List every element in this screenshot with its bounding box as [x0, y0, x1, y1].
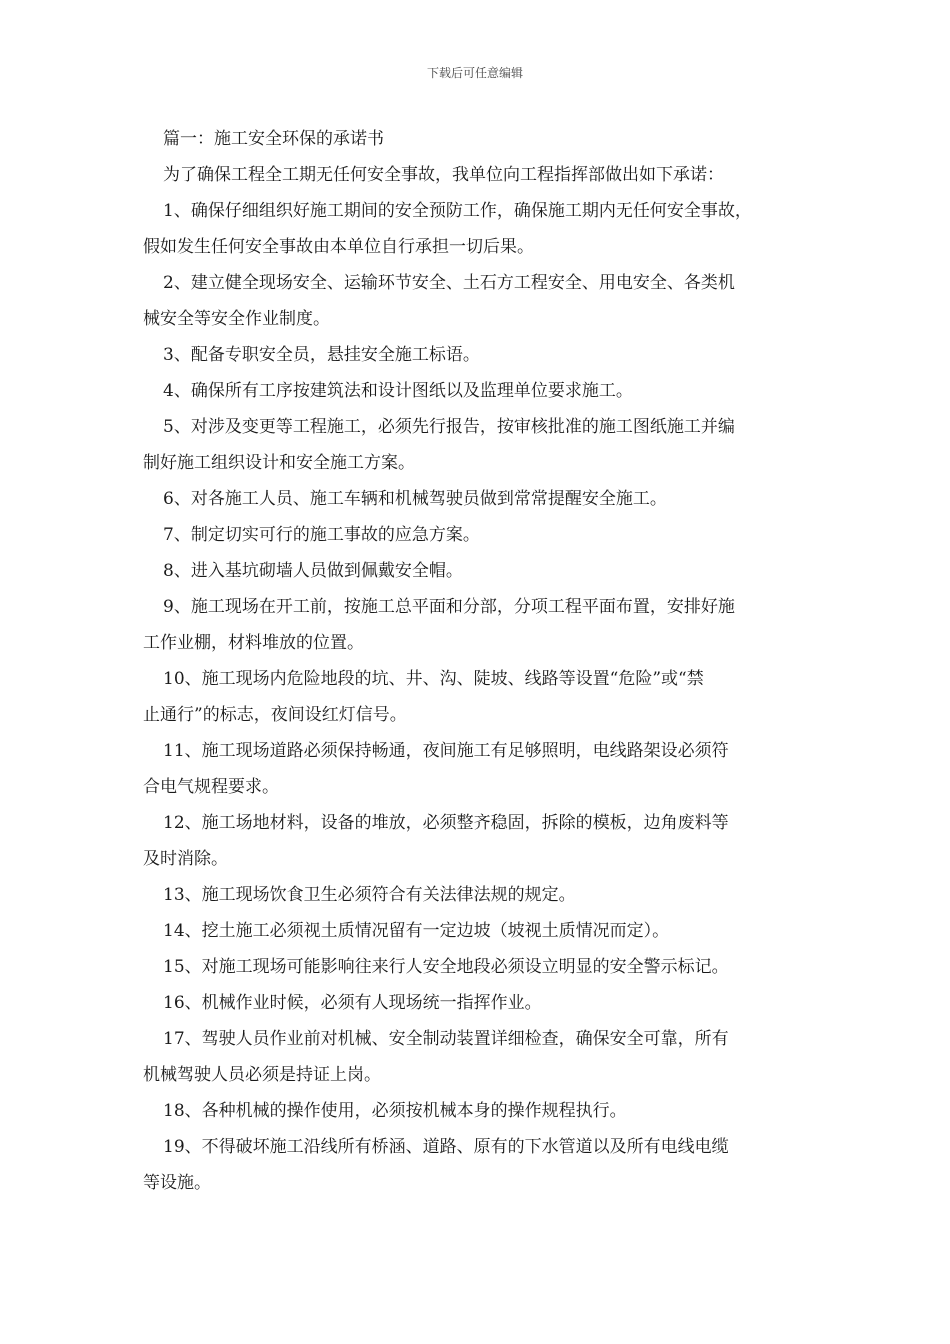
list-item: 3、配备专职安全员，悬挂安全施工标语。: [163, 345, 480, 365]
list-item-continuation: 合电气规程要求。: [143, 777, 279, 797]
list-item: 2、建立健全现场安全、运输环节安全、土石方工程安全、用电安全、各类机: [163, 273, 735, 293]
list-item: 1、确保仔细组织好施工期间的安全预防工作，确保施工期内无任何安全事故，: [163, 201, 752, 221]
list-item: 17、驾驶人员作业前对机械、安全制动装置详细检查，确保安全可靠，所有: [163, 1029, 729, 1049]
list-item: 10、施工现场内危险地段的坑、井、沟、陡坡、线路等设置“危险”或“禁: [163, 669, 704, 689]
page-header: 下载后可任意编辑: [426, 66, 523, 80]
list-item: 14、挖土施工必须视土质情况留有一定边坡（坡视土质情况而定）。: [163, 921, 670, 941]
list-item-continuation: 机械驾驶人员必须是持证上岗。: [143, 1065, 381, 1085]
list-item-continuation: 工作业棚，材料堆放的位置。: [143, 633, 364, 653]
list-item: 16、机械作业时候，必须有人现场统一指挥作业。: [163, 993, 542, 1013]
list-item-continuation: 止通行”的标志，夜间设红灯信号。: [143, 705, 407, 725]
list-item-continuation: 假如发生任何安全事故由本单位自行承担一切后果。: [143, 237, 534, 257]
list-item: 5、对涉及变更等工程施工，必须先行报告，按审核批准的施工图纸施工并编: [163, 417, 735, 437]
list-item: 6、对各施工人员、施工车辆和机械驾驶员做到常常提醒安全施工。: [163, 489, 667, 509]
list-item: 9、施工现场在开工前，按施工总平面和分部，分项工程平面布置，安排好施: [163, 597, 735, 617]
list-item: 8、进入基坑砌墙人员做到佩戴安全帽。: [163, 561, 463, 581]
intro-paragraph: 为了确保工程全工期无任何安全事故，我单位向工程指挥部做出如下承诺：: [163, 165, 724, 185]
list-item-continuation: 制好施工组织设计和安全施工方案。: [143, 453, 415, 473]
commitment-list: [143, 193, 811, 1201]
list-item-continuation: 及时消除。: [143, 849, 228, 869]
list-item: 4、确保所有工序按建筑法和设计图纸以及监理单位要求施工。: [163, 381, 633, 401]
list-item: 19、不得破坏施工沿线所有桥涵、道路、原有的下水管道以及所有电线电缆: [163, 1137, 729, 1157]
document-body: [143, 121, 811, 1201]
list-item-continuation: 械安全等安全作业制度。: [143, 309, 330, 329]
list-item-continuation: 等设施。: [143, 1173, 211, 1193]
list-item: 12、施工场地材料，设备的堆放，必须整齐稳固，拆除的模板，边角废料等: [163, 813, 729, 833]
list-item: 15、对施工现场可能影响往来行人安全地段必须设立明显的安全警示标记。: [163, 957, 729, 977]
list-item: 11、施工现场道路必须保持畅通，夜间施工有足够照明，电线路架设必须符: [163, 741, 729, 761]
list-item: 13、施工现场饮食卫生必须符合有关法律法规的规定。: [163, 885, 576, 905]
list-item: 7、制定切实可行的施工事故的应急方案。: [163, 525, 480, 545]
list-item: 18、各种机械的操作使用，必须按机械本身的操作规程执行。: [163, 1101, 627, 1121]
document-title: 篇一：施工安全环保的承诺书: [163, 129, 384, 149]
